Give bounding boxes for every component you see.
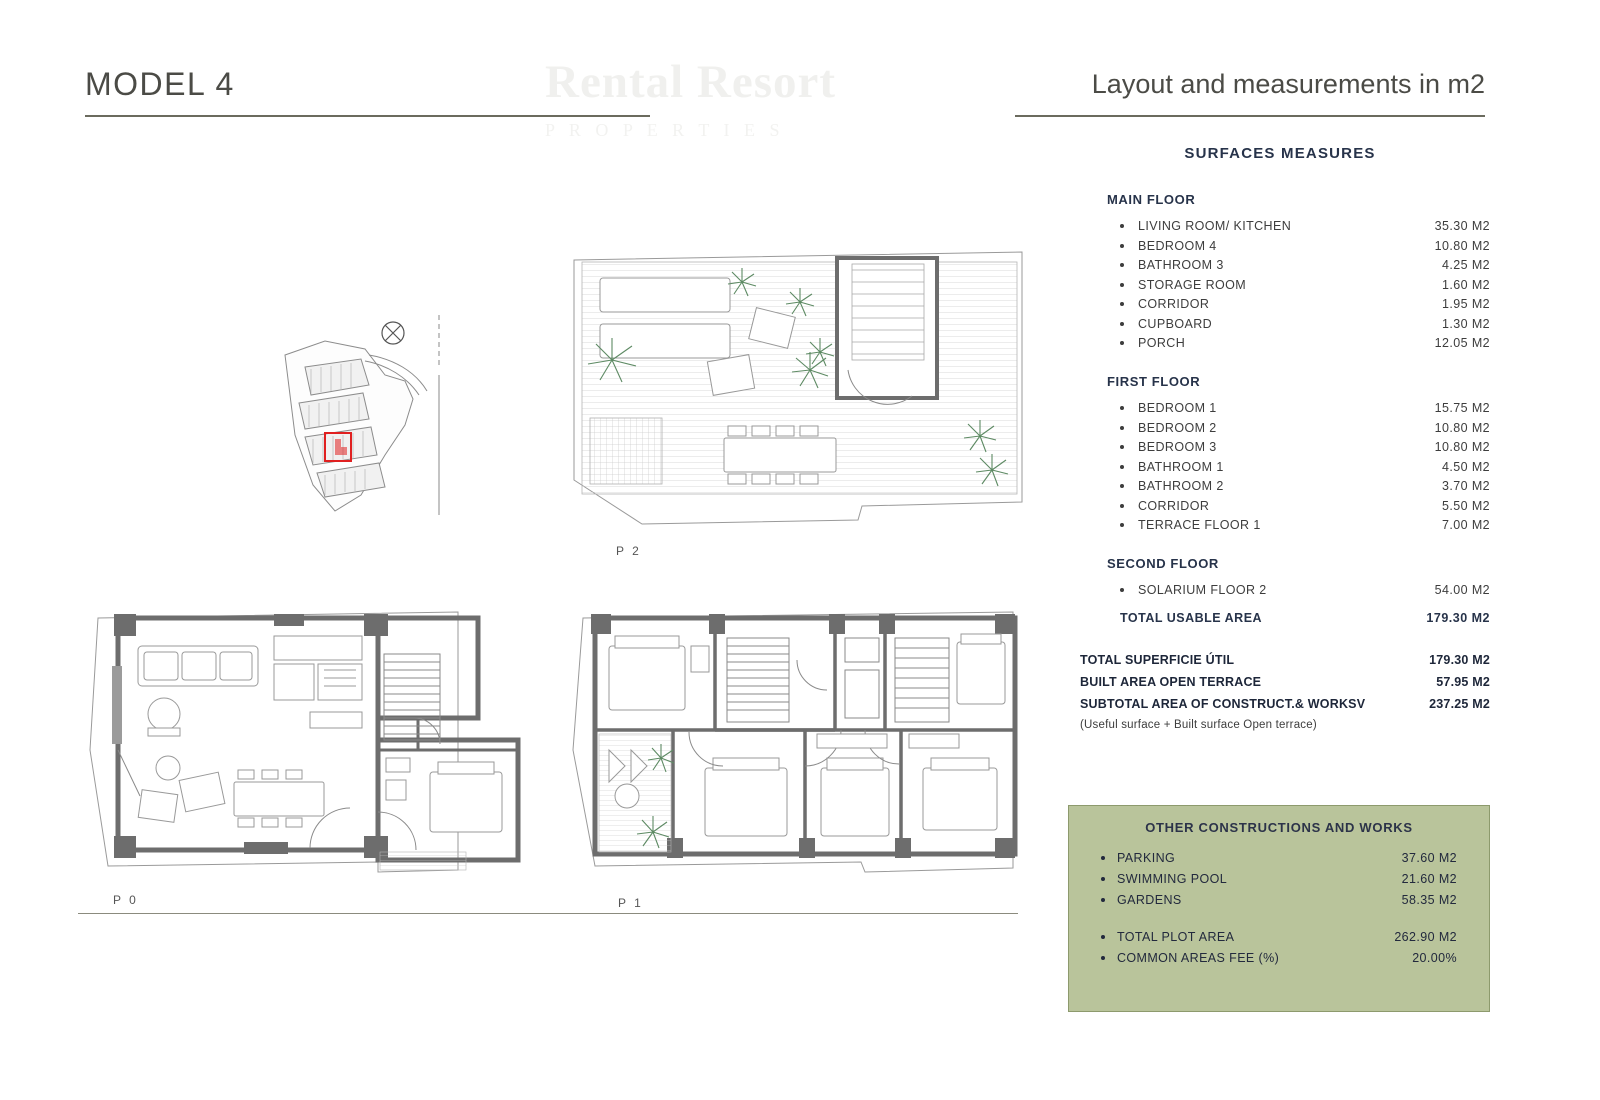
measure-value: 4.25 M2 xyxy=(1442,258,1490,272)
floor-plan-p2 xyxy=(552,240,1052,530)
surfaces-panel-title: SURFACES MEASURES xyxy=(1184,145,1376,162)
list-item xyxy=(1070,499,1490,513)
measure-value: 10.80 M2 xyxy=(1434,440,1490,454)
measure-label: LIVING ROOM/ KITCHEN xyxy=(1138,219,1292,233)
works-value: 37.60 M2 xyxy=(1401,851,1457,865)
summary-row-built-open-terrace xyxy=(1070,675,1490,689)
section-title-first-floor: FIRST FLOOR xyxy=(1107,374,1201,389)
list-item xyxy=(1070,219,1490,233)
works-label: PARKING xyxy=(1117,851,1176,865)
summary-label: TOTAL SUPERFICIE ÚTIL xyxy=(1080,653,1235,667)
measure-label: BATHROOM 3 xyxy=(1138,258,1224,272)
measure-value: 35.30 M2 xyxy=(1434,219,1490,233)
list-item xyxy=(1070,479,1490,493)
list-item xyxy=(1070,421,1490,435)
measure-value: 5.50 M2 xyxy=(1442,498,1490,513)
measure-value: 4.50 M2 xyxy=(1442,459,1490,474)
measure-value: 12.05 M2 xyxy=(1434,336,1490,350)
measure-label: CORRIDOR xyxy=(1138,498,1210,513)
list-item xyxy=(1070,401,1490,415)
list-item xyxy=(1070,440,1490,454)
list-item xyxy=(1069,893,1489,907)
works-value: 262.90 M2 xyxy=(1394,930,1457,944)
summary-value: 57.95 M2 xyxy=(1436,675,1490,689)
list-item xyxy=(1070,518,1490,532)
list-item xyxy=(1070,278,1490,292)
plan-label-p2: P 2 xyxy=(616,544,642,558)
measure-value: 3.70 M2 xyxy=(1442,479,1490,493)
works-value: 58.35 M2 xyxy=(1401,893,1457,907)
works-label: GARDENS xyxy=(1117,893,1182,907)
measure-value: 10.80 M2 xyxy=(1434,420,1490,435)
other-constructions-box xyxy=(1068,805,1490,1012)
measure-value: 54.00 M2 xyxy=(1434,583,1490,597)
header-rule-right xyxy=(1015,115,1485,117)
floor-plan-p1 xyxy=(565,600,1035,890)
other-constructions-list xyxy=(1069,851,1489,907)
measure-list-first-floor xyxy=(1070,401,1490,532)
measure-label: CUPBOARD xyxy=(1138,316,1213,331)
measure-value: 7.00 M2 xyxy=(1442,518,1490,532)
box-spacer xyxy=(1069,914,1489,930)
list-item xyxy=(1070,258,1490,272)
page-subtitle: Layout and measurements in m2 xyxy=(1091,69,1485,99)
page-header xyxy=(85,66,1485,122)
measure-value: 1.60 M2 xyxy=(1442,277,1490,292)
measure-label: PORCH xyxy=(1138,336,1186,350)
summary-label: SUBTOTAL AREA OF CONSTRUCT.& WORKSV xyxy=(1080,697,1366,711)
section-title-second-floor: SECOND FLOOR xyxy=(1107,556,1219,571)
works-value: 21.60 M2 xyxy=(1401,872,1457,886)
measure-value: 15.75 M2 xyxy=(1434,401,1490,415)
total-usable-label: TOTAL USABLE AREA xyxy=(1120,611,1263,625)
measure-value: 1.30 M2 xyxy=(1442,316,1490,331)
list-item xyxy=(1069,930,1489,944)
measure-value: 1.95 M2 xyxy=(1442,297,1490,311)
plan-rule-bottom xyxy=(78,913,1018,914)
works-value: 20.00% xyxy=(1412,951,1457,965)
measure-label: BEDROOM 1 xyxy=(1138,401,1217,415)
works-label: COMMON AREAS FEE (%) xyxy=(1117,951,1280,965)
surfaces-panel xyxy=(1070,145,1490,731)
header-rule-left xyxy=(85,115,650,117)
summary-note: (Useful surface + Built surface Open terrace) xyxy=(1080,719,1317,731)
measure-label: BEDROOM 2 xyxy=(1138,420,1217,435)
section-title-main-floor: MAIN FLOOR xyxy=(1107,192,1196,207)
measure-label: BEDROOM 3 xyxy=(1138,440,1217,454)
plan-label-p1: P 1 xyxy=(618,896,644,910)
list-item xyxy=(1070,336,1490,350)
other-constructions-title: OTHER CONSTRUCTIONS AND WORKS xyxy=(1145,820,1413,835)
list-item xyxy=(1069,872,1489,886)
summary-row-superficie-util xyxy=(1070,653,1490,667)
measure-list-second-floor xyxy=(1070,583,1490,597)
measure-label: SOLARIUM FLOOR 2 xyxy=(1138,583,1267,597)
page-title: MODEL 4 xyxy=(85,66,235,102)
measure-label: TERRACE FLOOR 1 xyxy=(1138,518,1261,532)
watermark-logo: Rental Resort xyxy=(545,56,837,108)
list-item xyxy=(1070,317,1490,331)
measure-label: BATHROOM 2 xyxy=(1138,479,1224,493)
watermark-sublogo: P R O P E R T I E S xyxy=(545,120,785,140)
measure-label: STORAGE ROOM xyxy=(1138,277,1247,292)
measure-list-main-floor xyxy=(1070,219,1490,350)
list-item xyxy=(1070,297,1490,311)
summary-value: 179.30 M2 xyxy=(1429,653,1490,667)
summary-row-subtotal-construct xyxy=(1070,697,1490,711)
works-label: TOTAL PLOT AREA xyxy=(1117,930,1235,944)
summary-value: 237.25 M2 xyxy=(1429,697,1490,711)
list-item xyxy=(1069,951,1489,965)
summary-label: BUILT AREA OPEN TERRACE xyxy=(1080,675,1262,689)
works-label: SWIMMING POOL xyxy=(1117,872,1228,886)
list-item xyxy=(1070,583,1490,597)
list-item xyxy=(1069,851,1489,865)
total-usable-area-row xyxy=(1070,611,1490,625)
floor-plan-p0 xyxy=(78,600,568,890)
other-constructions-totals xyxy=(1069,930,1489,965)
measure-label: BATHROOM 1 xyxy=(1138,459,1224,474)
list-item xyxy=(1070,460,1490,474)
plan-label-p0: P 0 xyxy=(113,893,139,907)
measure-label: BEDROOM 4 xyxy=(1138,238,1217,253)
site-location-map xyxy=(265,315,455,525)
measure-value: 10.80 M2 xyxy=(1434,238,1490,253)
measure-label: CORRIDOR xyxy=(1138,297,1210,311)
list-item xyxy=(1070,239,1490,253)
north-compass-icon xyxy=(382,322,404,344)
total-usable-value: 179.30 M2 xyxy=(1426,611,1490,625)
